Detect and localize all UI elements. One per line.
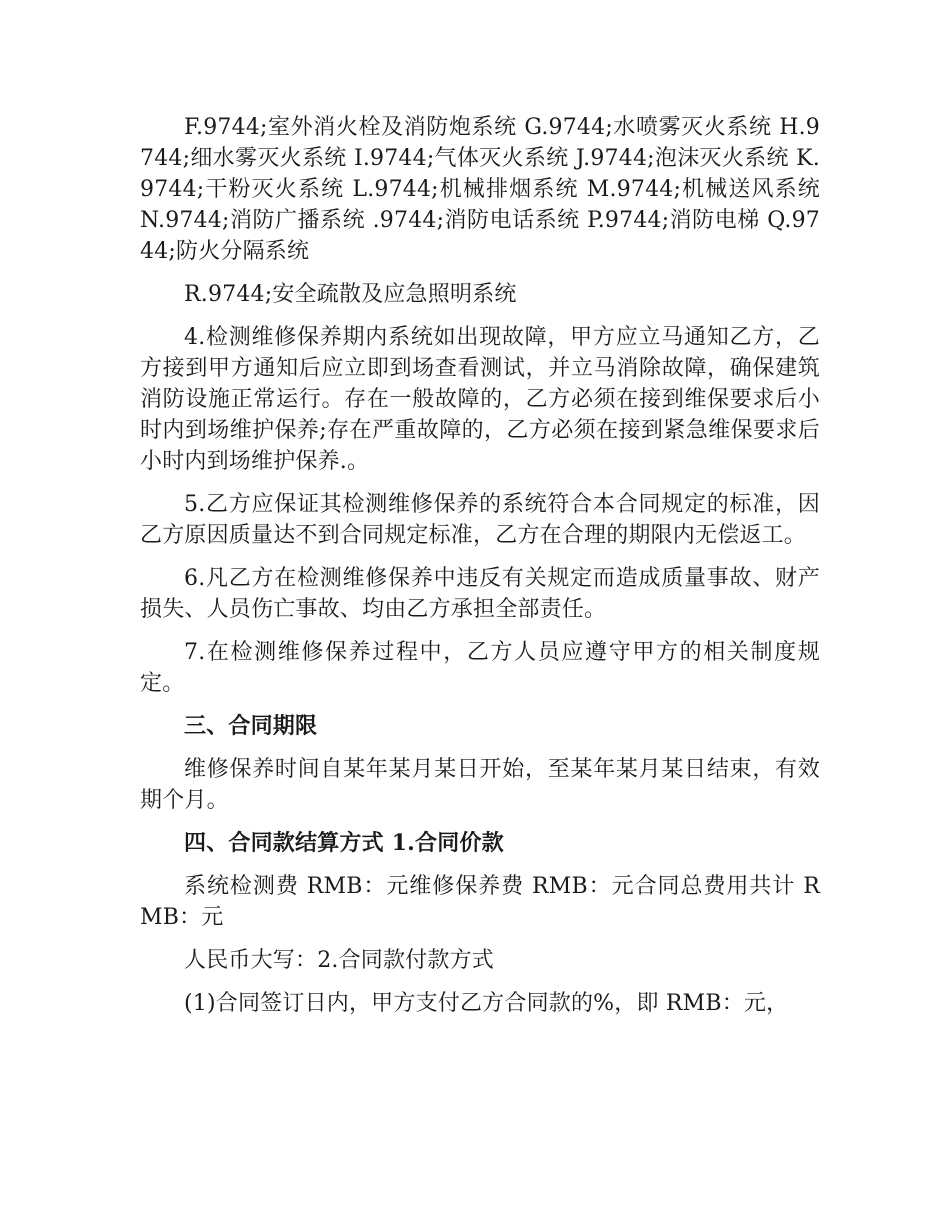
section-heading-contract-term: 三、合同期限 — [184, 713, 318, 739]
paragraph-clause-5: 5.乙方应保证其检测维修保养的系统符合本合同规定的标准，因乙方原因质量达不到合同规定标准，乙方在合理的期限内无偿返工。 — [140, 492, 820, 548]
document-body — [140, 112, 820, 1031]
paragraph-clause-7: 7.在检测维修保养过程中，乙方人员应遵守甲方的相关制度规定。 — [140, 640, 820, 696]
paragraph-payment-term-1: (1)合同签订日内，甲方支付乙方合同款的%，即 RMB：元， — [184, 991, 789, 1016]
paragraph-amount-in-words: 人民币大写：2.合同款付款方式 — [184, 948, 494, 973]
paragraph-system-list-end: R.9744;安全疏散及应急照明系统 — [184, 282, 517, 307]
section-heading-payment: 四、合同款结算方式 1.合同价款 — [184, 830, 504, 856]
paragraph-system-list: F.9744;室外消火栓及消防炮系统 G.9744;水喷雾灭火系统 H.9744;细水雾灭火系统 I.9744;气体灭火系统 J.9744;泡沫灭火系统 K.9744;干粉灭火系统 L.9744;机械排烟系统 M.9744;机械送风系统 N.9744;消防广播系统 .9744;消防电话系统 P.9744;消防电梯 Q.9744;防火分隔系统 — [140, 115, 820, 264]
paragraph-fees: 系统检测费 RMB：元维修保养费 RMB：元合同总费用共计 RMB：元 — [140, 874, 820, 930]
paragraph-contract-term: 维修保养时间自某年某月某日开始，至某年某月某日结束，有效期个月。 — [140, 757, 820, 813]
paragraph-clause-6: 6.凡乙方在检测维修保养中违反有关规定而造成质量事故、财产损失、人员伤亡事故、均由乙方承担全部责任。 — [140, 566, 820, 622]
paragraph-clause-4: 4.检测维修保养期内系统如出现故障，甲方应立马通知乙方，乙方接到甲方通知后应立即到场查看测试，并立马消除故障，确保建筑消防设施正常运行。存在一般故障的，乙方必须在接到维保要求后小时内到场维护保养;存在严重故障的，乙方必须在接到紧急维保要求后小时内到场维护保养.。 — [140, 325, 820, 474]
